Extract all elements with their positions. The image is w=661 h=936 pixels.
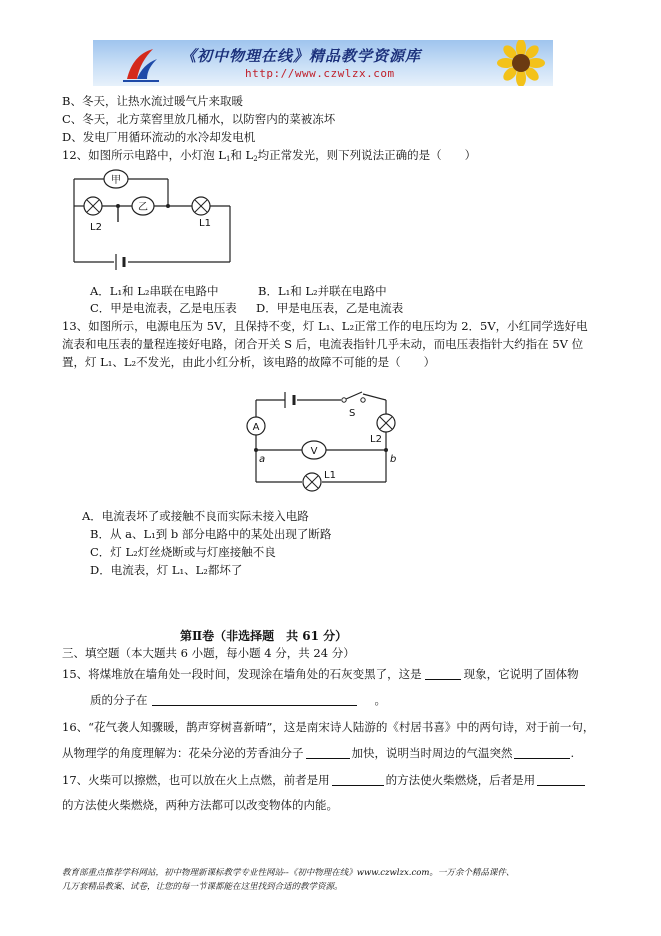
q13-circuit-diagram bbox=[238, 388, 408, 500]
footer-line2: 几万套精品教案、试卷，让您的每一节课都能在这里找到合适的教学资源。 bbox=[62, 882, 343, 892]
q16-blank-2[interactable] bbox=[514, 746, 570, 759]
lamp-l2-label: L2 bbox=[90, 222, 102, 233]
q11-option-b: B、冬天，让热水流过暖气片来取暖 bbox=[62, 94, 243, 108]
q17-blank-1[interactable] bbox=[332, 773, 384, 786]
q13-option-a: A．电流表坏了或接触不良而实际未接入电路 bbox=[82, 509, 309, 523]
q12-circuit-diagram bbox=[62, 162, 247, 277]
q16-line1: 16、“花气袭人知骤暖，鹊声穿树喜新晴”，这是南宋诗人陆游的《村居书喜》中的两句诗，对于前一句， bbox=[62, 720, 595, 734]
point-a-label: a bbox=[259, 454, 266, 465]
q13-stem-line1: 13、如图所示，电源电压为 5V，且保持不变，灯 L₁、L₂正常工作的电压均为 2．5V，小红同学选好电 bbox=[62, 319, 588, 333]
q13-stem-line2: 流表和电压表的量程连接好电路，闭合开关 S 后，电流表指针几乎未动，而电压表指针大约指在 5V 位 bbox=[62, 337, 584, 351]
q17-line1: 17、火柴可以擦燃，也可以放在火上点燃，前者是用 的方法使火柴燃烧，后者是用 bbox=[62, 772, 587, 788]
q15-blank-1[interactable] bbox=[425, 667, 461, 680]
switch-contact bbox=[342, 398, 346, 402]
ammeter-label: A bbox=[252, 422, 260, 433]
fill-blank-section-title: 三、填空题（本大题共 6 小题，每小题 4 分，共 24 分） bbox=[62, 646, 355, 660]
sunflower-icon bbox=[491, 40, 551, 86]
junction-dot bbox=[116, 204, 120, 208]
q11-option-c: C、冬天，北方菜窖里放几桶水，以防窖内的菜被冻坏 bbox=[62, 112, 336, 126]
header-banner bbox=[93, 40, 553, 86]
q13-stem-line3: 置，灯 L₁、L₂不发光，由此小红分析，该电路的故障不可能的是（ ） bbox=[62, 355, 436, 369]
q12-option-b: B．L₁和 L₂并联在电路中 bbox=[258, 284, 387, 298]
junction-dot-a bbox=[254, 448, 258, 452]
switch-contact bbox=[361, 398, 365, 402]
q12-option-d: D．甲是电压表，乙是电流表 bbox=[256, 301, 404, 315]
lamp-l1-label: L1 bbox=[199, 218, 211, 229]
q16-blank-1[interactable] bbox=[306, 746, 350, 759]
lamp-l2-label: L2 bbox=[370, 434, 382, 445]
part2-title: 第Ⅱ卷（非选择题 共 61 分） bbox=[180, 629, 348, 643]
q13-option-d: D．电流表，灯 L₁、L₂都坏了 bbox=[90, 563, 243, 577]
banner-title: 《初中物理在线》精品教学资源库 bbox=[181, 47, 422, 65]
meter-yi-label: 乙 bbox=[138, 202, 148, 213]
switch-lever bbox=[346, 392, 362, 399]
q13-option-c: C．灯 L₂灯丝烧断或与灯座接触不良 bbox=[90, 545, 276, 559]
q15-line2: 质的分子在 。 bbox=[90, 693, 386, 707]
q13-option-b: B．从 a、L₁到 b 部分电路中的某处出现了断路 bbox=[90, 527, 332, 541]
q15-line1: 15、将煤堆放在墙角处一段时间，发现涂在墙角处的石灰变黑了，这是 现象，它说明了固体物 bbox=[62, 667, 579, 681]
q11-option-d: D、发电厂用循环流动的水冷却发电机 bbox=[62, 130, 256, 144]
logo-icon bbox=[121, 43, 161, 83]
voltmeter-label: V bbox=[310, 446, 318, 457]
junction-dot-b bbox=[384, 448, 388, 452]
q12-option-c: C．甲是电流表，乙是电压表 bbox=[90, 301, 237, 315]
q12-stem: 12、如图所示电路中，小灯泡 $L_1$和 $L_2$均正常发光，则下列说法正确的是（ ） bbox=[62, 148, 477, 163]
q15-blank-2[interactable] bbox=[152, 693, 357, 706]
q12-option-a: A．L₁和 L₂串联在电路中 bbox=[90, 284, 219, 298]
meter-jia-label: 甲 bbox=[111, 175, 121, 186]
q17-line2: 的方法使火柴燃烧，两种方法都可以改变物体的内能。 bbox=[62, 798, 338, 812]
switch-label: S bbox=[349, 408, 356, 419]
footer-line1: 教育部重点推荐学科网站，初中物理新课标教学专业性网站--《初中物理在线》www.czwlzx.com。一万余个精品课件、 bbox=[62, 868, 515, 878]
banner-url: http://www.czwlzx.com bbox=[245, 67, 395, 80]
junction-dot bbox=[166, 204, 170, 208]
lamp-l1-label: L1 bbox=[324, 470, 336, 481]
q16-line2: 从物理学的角度理解为：花朵分泌的芳香油分子 加快，说明当时周边的气温突然 . bbox=[62, 746, 575, 760]
point-b-label: b bbox=[390, 454, 397, 465]
q17-blank-2[interactable] bbox=[537, 773, 585, 786]
